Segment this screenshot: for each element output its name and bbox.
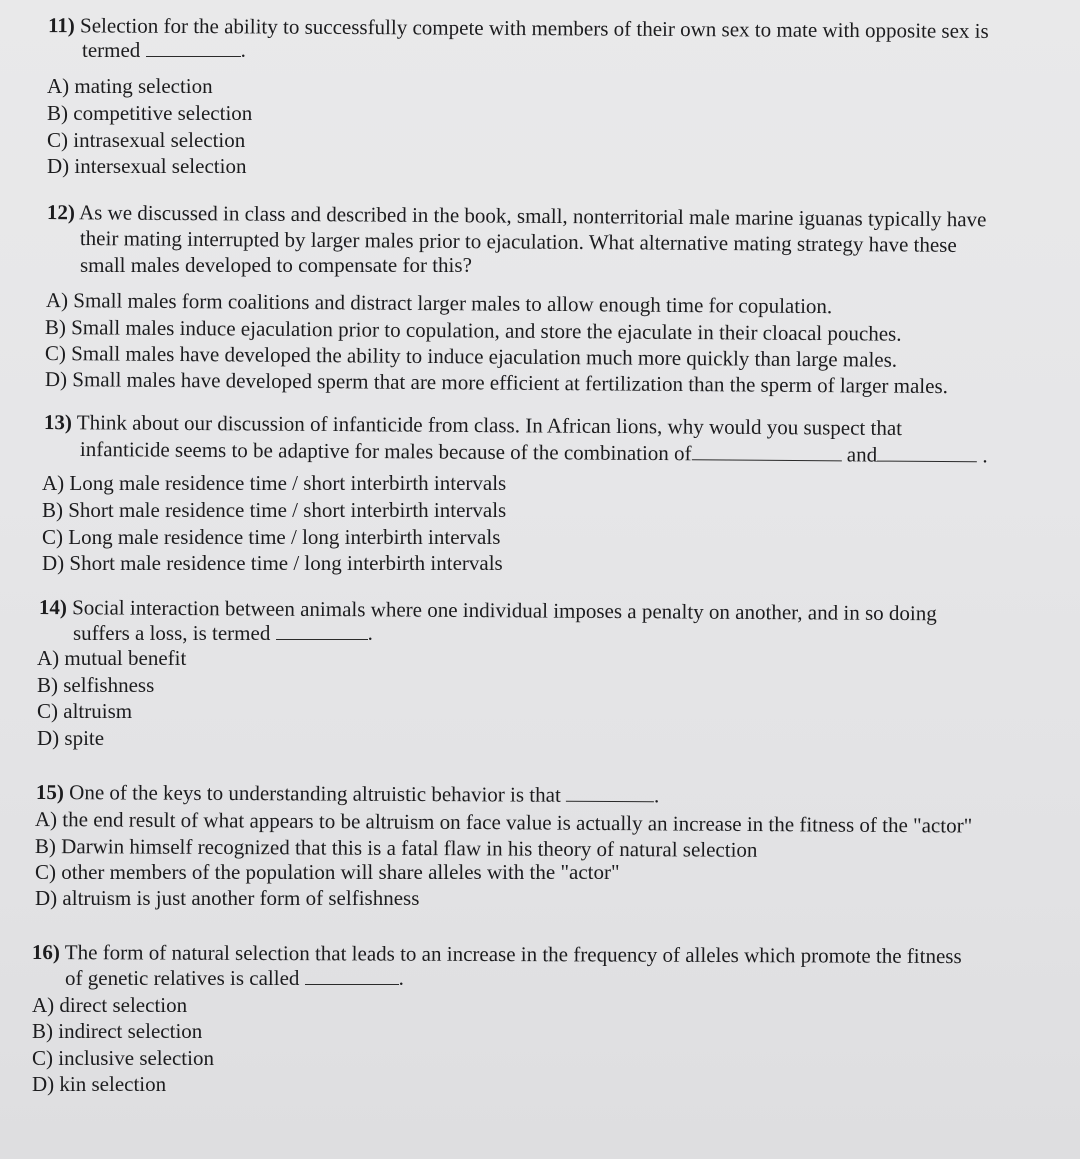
option-a (47, 74, 213, 98)
end-mark: . (398, 966, 404, 990)
question-13-stem-line-1 (44, 410, 902, 440)
option-d (42, 551, 503, 575)
option-letter: D) (32, 1072, 55, 1096)
option-letter: A) (42, 471, 65, 495)
option-letter: C) (37, 699, 58, 723)
option-d (37, 726, 104, 750)
option-a (35, 807, 972, 838)
option-b (37, 673, 154, 697)
option-a (46, 288, 833, 318)
option-d (45, 367, 948, 398)
option-letter: C) (47, 128, 68, 152)
question-stem-text: suffers a loss, is termed (73, 621, 271, 645)
option-b (47, 101, 252, 125)
option-text: Long male residence time / long interbirth intervals (68, 525, 501, 549)
option-text: altruism (63, 699, 133, 723)
question-11-stem-line-2 (82, 38, 246, 62)
question-13-stem-line-2 (80, 437, 988, 467)
question-15-stem-line-1 (36, 780, 660, 807)
option-letter: D) (44, 367, 68, 392)
option-text: mating selection (74, 74, 213, 98)
end-mark: . (654, 783, 660, 808)
answer-blank-2 (877, 443, 977, 463)
option-text: other members of the population will share alleles with the "actor" (61, 860, 620, 884)
option-letter: D) (47, 154, 70, 178)
option-b (32, 1019, 202, 1043)
option-letter: A) (34, 807, 58, 832)
option-letter: D) (35, 886, 58, 910)
option-a (37, 646, 186, 670)
answer-blank (566, 783, 654, 802)
question-stem-text: of genetic relatives is called (65, 966, 300, 990)
question-stem-text: As we discussed in class and described in the book, small, nonterritorial male marine iguanas typically have (78, 200, 987, 232)
option-text: Small males form coalitions and distract larger males to allow enough time for copulation. (73, 288, 833, 319)
option-text: intersexual selection (74, 154, 247, 178)
option-b (35, 834, 758, 862)
option-text: selfishness (63, 673, 155, 697)
option-text: Small males have developed the ability to induce ejaculation much more quickly than large males. (71, 341, 898, 372)
answer-blank (146, 38, 241, 57)
option-c (35, 860, 620, 884)
option-a (32, 993, 187, 1017)
end-mark: . (367, 621, 373, 645)
option-letter: B) (44, 315, 66, 340)
question-number: 12) (46, 200, 75, 225)
option-letter: B) (32, 1019, 53, 1043)
option-text: indirect selection (58, 1019, 203, 1043)
question-stem-text: termed (82, 38, 141, 62)
answer-blank (305, 966, 399, 985)
option-text: Darwin himself recognized that this is a fatal flaw in his theory of natural selection (61, 834, 758, 862)
option-letter: C) (35, 860, 56, 884)
option-text: Small males induce ejaculation prior to copulation, and store the ejaculate in their cloacal pouches. (71, 315, 902, 346)
option-letter: A) (47, 74, 70, 98)
option-letter: C) (32, 1046, 53, 1070)
question-number: 14) (38, 595, 67, 620)
question-stem-text: infanticide seems to be adaptive for males because of the combination of (79, 437, 692, 466)
option-c (47, 128, 245, 152)
option-d (47, 154, 246, 178)
option-d (32, 1072, 166, 1096)
question-stem-text: their mating interrupted by larger males prior to ejaculation. What alternative mating strategy have these (79, 226, 957, 257)
option-letter: D) (42, 551, 65, 575)
option-d (35, 886, 419, 910)
question-stem-text: Social interaction between animals where one individual imposes a penalty on another, and in so doing (72, 595, 937, 626)
question-16-stem-line-2 (65, 966, 404, 990)
option-text: intrasexual selection (73, 128, 246, 152)
option-text: kin selection (59, 1072, 167, 1096)
question-12-stem-line-3 (80, 253, 472, 277)
end-mark: . (982, 443, 988, 468)
option-letter: B) (34, 834, 56, 859)
option-letter: B) (42, 498, 63, 522)
question-number: 16) (31, 940, 60, 965)
end-mark: . (240, 38, 246, 62)
option-c (37, 699, 132, 723)
option-text: spite (64, 726, 105, 750)
option-b (42, 498, 506, 522)
option-letter: C) (44, 341, 66, 366)
question-stem-text: Selection for the ability to successfully compete with members of their own sex to mate with opposite sex is (80, 13, 989, 43)
option-letter: A) (37, 646, 60, 670)
option-text: Short male residence time / long interbirth intervals (69, 551, 503, 575)
question-14-stem-line-2 (73, 621, 373, 645)
question-number: 13) (43, 410, 72, 435)
question-stem-text: The form of natural selection that leads to an increase in the frequency of alleles which promote the fitness (64, 940, 962, 969)
option-letter: C) (42, 525, 63, 549)
connector-word: and (846, 442, 878, 467)
option-text: direct selection (59, 993, 188, 1017)
option-letter: A) (45, 288, 69, 313)
option-text: Short male residence time / short interbirth intervals (68, 498, 507, 522)
answer-blank (276, 621, 368, 640)
option-text: Long male residence time / short interbirth intervals (69, 471, 507, 495)
option-letter: D) (37, 726, 60, 750)
question-number: 11) (47, 13, 75, 38)
option-text: Small males have developed sperm that are more efficient at fertilization than the sperm of larger males. (72, 367, 949, 399)
option-text: altruism is just another form of selfishness (62, 886, 420, 910)
option-c (32, 1046, 214, 1070)
option-c (42, 525, 500, 549)
option-text: the end result of what appears to be altruism on face value is actually an increase in the fitness of the "actor" (62, 807, 973, 838)
question-stem-text: Think about our discussion of infanticide from class. In African lions, why would you suspect that (76, 410, 903, 440)
option-a (42, 471, 506, 495)
question-stem-text: One of the keys to understanding altruistic behavior is that (69, 780, 561, 807)
option-text: mutual benefit (64, 646, 187, 670)
option-letter: A) (32, 993, 55, 1017)
question-number: 15) (35, 780, 64, 805)
question-16-stem-line-1 (32, 940, 962, 968)
question-stem-text: small males developed to compensate for this? (80, 253, 472, 277)
option-letter: B) (47, 101, 68, 125)
option-letter: B) (37, 673, 58, 697)
answer-blank-1 (692, 441, 842, 461)
option-text: competitive selection (73, 101, 253, 125)
option-text: inclusive selection (58, 1046, 214, 1070)
